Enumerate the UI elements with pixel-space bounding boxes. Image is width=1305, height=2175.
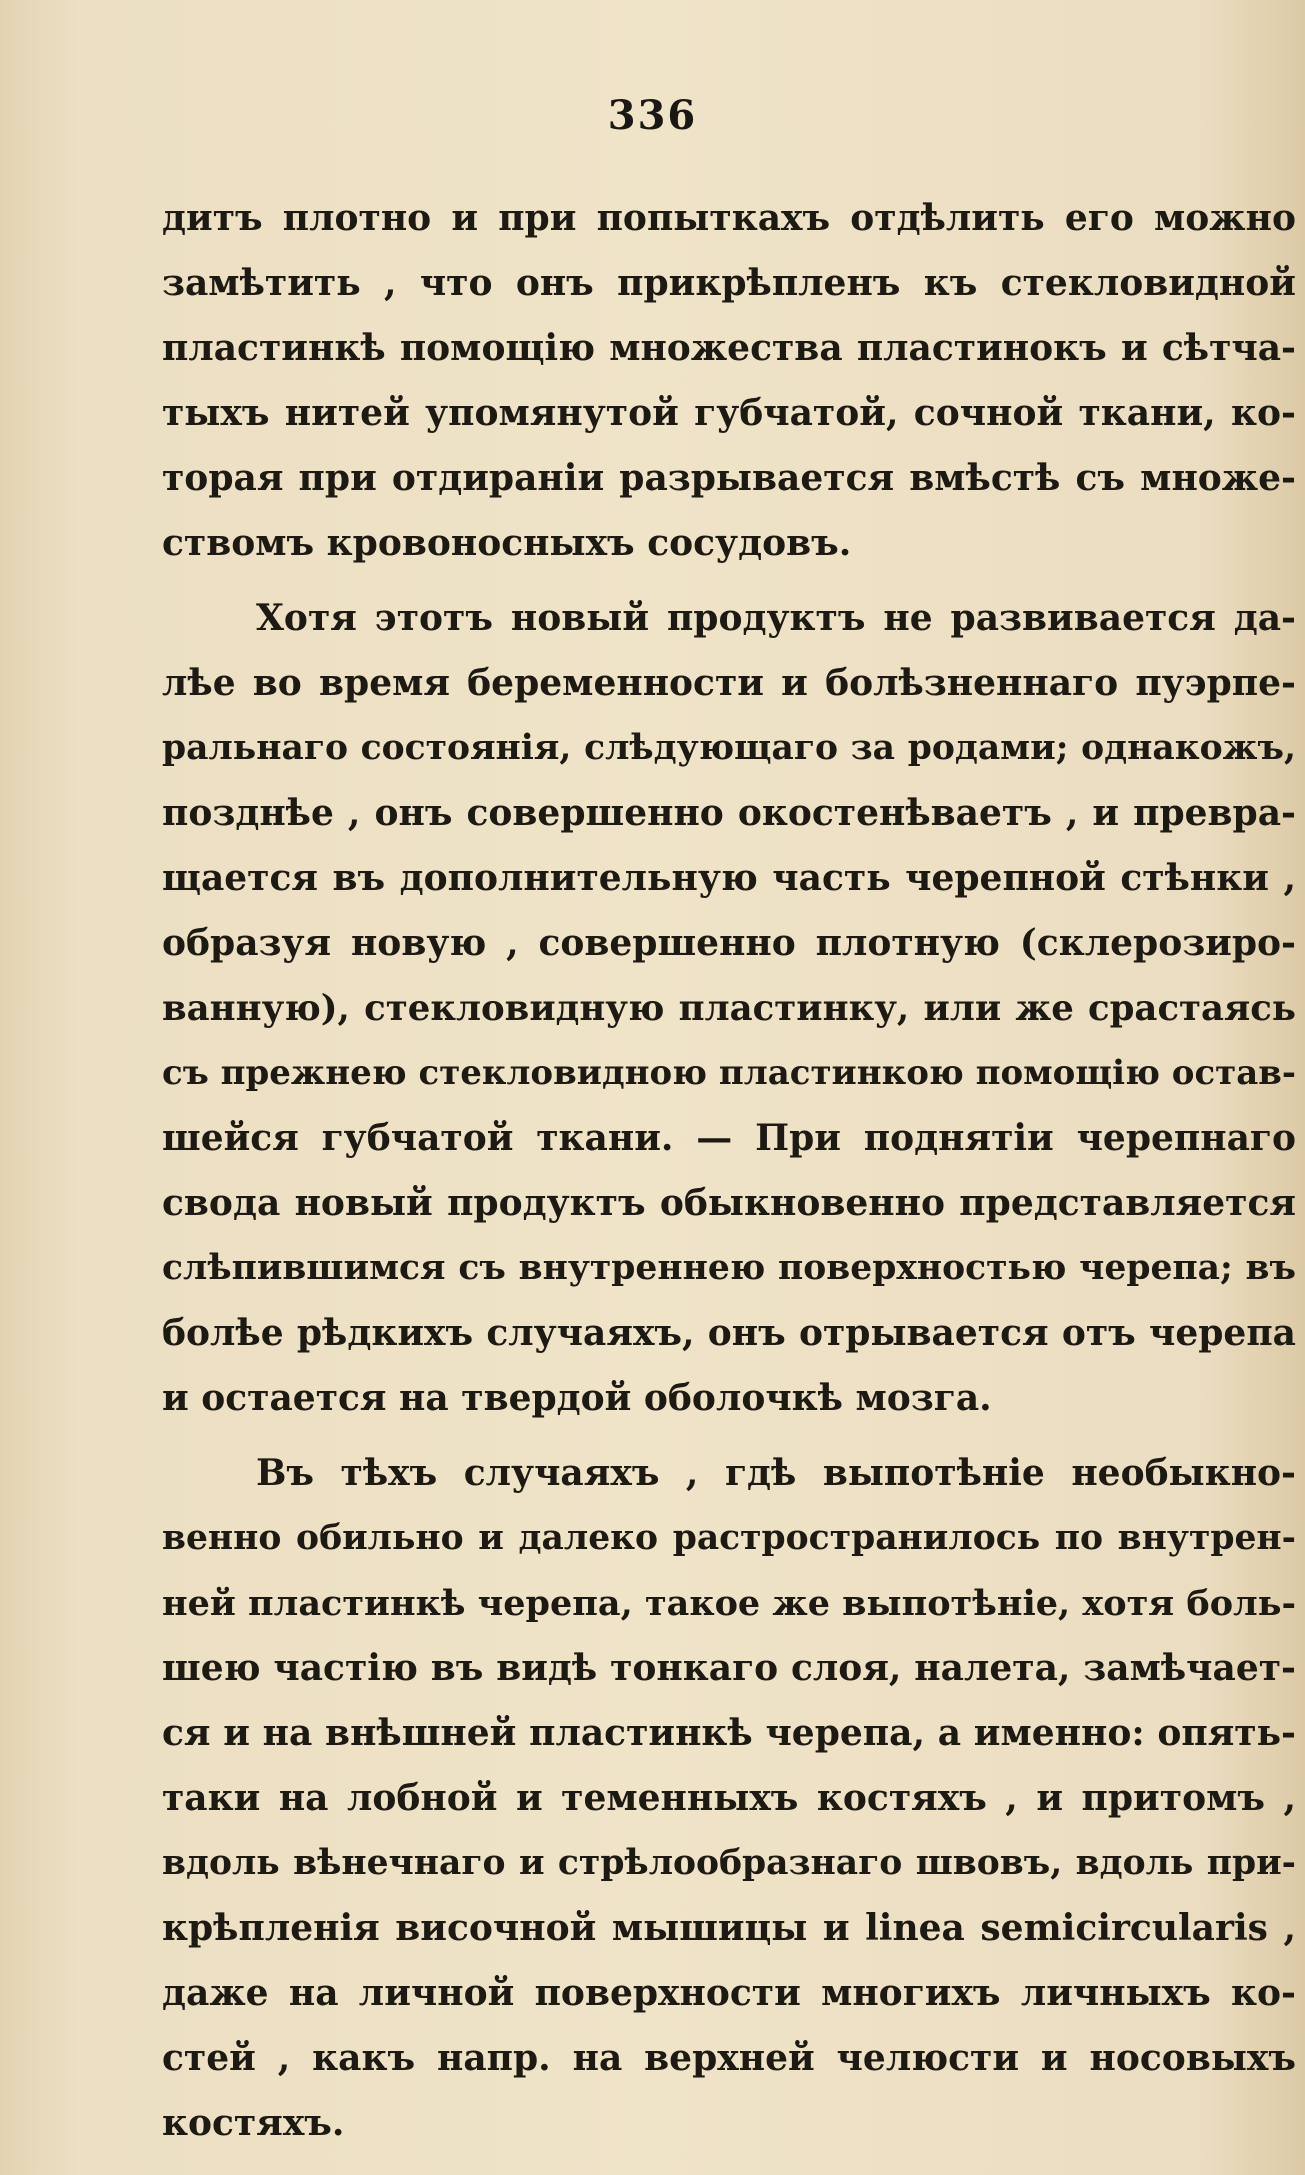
text-line: крѣпленія височной мышицы и linea semicircularis , — [162, 1907, 1296, 1949]
text-line: вдоль вѣнечнаго и стрѣлообразнаго швовъ, вдоль при- — [162, 1843, 1296, 1883]
text-line: слѣпившимся съ внутреннею поверхностью черепа; въ — [162, 1248, 1296, 1288]
text-line: и остается на твердой оболочкѣ мозга. — [162, 1377, 992, 1419]
text-line: ванную), стекловидную пластинку, или же срастаясь — [162, 988, 1296, 1029]
paragraph-1 — [162, 186, 1296, 576]
text-line: костяхъ. — [162, 2102, 345, 2144]
text-line: шейся губчатой ткани. — При поднятіи черепнаго — [162, 1117, 1296, 1159]
paragraph-3 — [162, 1441, 1296, 2156]
text-line: стей , какъ напр. на верхней челюсти и носовыхъ — [162, 2037, 1296, 2079]
text-line: тыхъ нитей упомянутой губчатой, сочной ткани, ко- — [162, 392, 1296, 434]
text-line: болѣе рѣдкихъ случаяхъ, онъ отрывается отъ черепа — [162, 1312, 1296, 1354]
text-line: Въ тѣхъ случаяхъ , гдѣ выпотѣніе необыкно- — [256, 1452, 1296, 1494]
text-line: щается въ дополнительную часть черепной стѣнки , — [162, 857, 1296, 899]
text-line: дитъ плотно и при попыткахъ отдѣлить его можно — [162, 197, 1296, 239]
text-line: Хотя этотъ новый продуктъ не развивается да- — [256, 597, 1296, 639]
text-line: свода новый продуктъ обыкновенно представляется — [162, 1182, 1296, 1224]
text-line: венно обильно и далеко растространилось по внутрен- — [162, 1518, 1296, 1558]
text-line: ней пластинкѣ черепа, такое же выпотѣніе, хотя боль- — [162, 1583, 1296, 1624]
text-line: ральнаго состоянія, слѣдующаго за родами; однакожъ, — [162, 728, 1296, 768]
text-line: лѣе во время беременности и болѣзненнаго пуэрпе- — [162, 662, 1296, 704]
text-line: торая при отдираніи разрывается вмѣстѣ съ множе- — [162, 457, 1296, 499]
text-line: даже на личной поверхности многихъ личныхъ ко- — [162, 1972, 1296, 2014]
body-text — [162, 186, 1296, 2156]
text-line: таки на лобной и теменныхъ костяхъ , и притомъ , — [162, 1777, 1296, 1819]
text-line: пластинкѣ помощію множества пластинокъ и сѣтча- — [162, 327, 1296, 369]
text-line: ся и на внѣшней пластинкѣ черепа, а именно: опять- — [162, 1712, 1296, 1754]
text-line: замѣтить , что онъ прикрѣпленъ къ стекловидной — [162, 262, 1296, 304]
paragraph-2 — [162, 586, 1296, 1431]
text-line: позднѣе , онъ совершенно окостенѣваетъ , и превра- — [162, 792, 1296, 834]
page-number: 336 — [607, 92, 698, 139]
text-line: съ прежнею стекловидною пластинкою помощію остав- — [162, 1053, 1296, 1093]
text-line: ствомъ кровоносныхъ сосудовъ. — [162, 522, 852, 564]
text-line: образуя новую , совершенно плотную (склерозиро- — [162, 922, 1296, 964]
text-line: шею частію въ видѣ тонкаго слоя, налета, замѣчает- — [162, 1647, 1296, 1689]
